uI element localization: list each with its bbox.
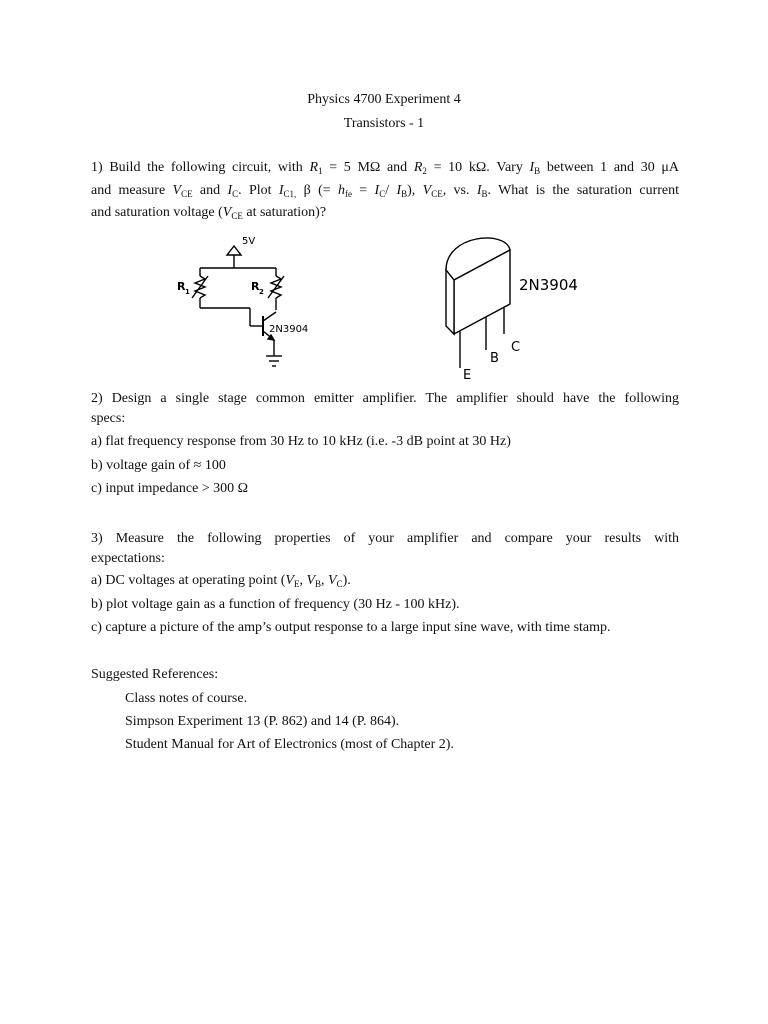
supply-arrow-icon (227, 246, 241, 255)
question-2-item-c: c) input impedance > 300 Ω (91, 481, 249, 496)
supply-label: 5V (242, 236, 256, 247)
reference-item: Simpson Experiment 13 (P. 862) and 14 (P. 864). (125, 714, 400, 729)
pin-c-label: C (511, 340, 521, 355)
reference-item: Class notes of course. (125, 691, 248, 706)
pin-b-label: B (490, 351, 499, 366)
references-heading: Suggested References: (91, 667, 219, 682)
question-3-item-a: a) DC voltages at operating point ($V_E$, $V_B$, $V_C$). (91, 573, 351, 589)
question-3-line-2: expectations: (91, 551, 165, 566)
transistor-package-drawing (440, 230, 590, 380)
package-side-face (446, 270, 454, 334)
r2-label: R (251, 280, 260, 293)
transistor-label: 2N3904 (269, 324, 309, 335)
r1-sub-label: 1 (185, 288, 190, 296)
question-3-line-1: 3) Measure the following properties of your amplifier and compare your results with (91, 531, 679, 546)
r1-label: R (177, 280, 186, 293)
question-3-item-b: b) plot voltage gain as a function of frequency (30 Hz - 100 kHz). (91, 597, 460, 612)
question-2-line-2: specs: (91, 411, 126, 426)
document-title: Physics 4700 Experiment 4 (307, 92, 461, 107)
package-part-label: 2N3904 (519, 276, 578, 294)
question-1-line-2: and measure $V_{CE}$ and $I_C$. Plot $I_{C1,}$ β (= $h_{fe} = I_C/$ $I_B$), $V_{CE}$, vs. $I_B$. What is the saturation current (91, 183, 680, 199)
pin-e-label: E (463, 368, 472, 380)
question-1-line-3: and saturation voltage ($V_{CE}$ at saturation)? (91, 205, 327, 221)
circuit-schematic (170, 232, 330, 378)
reference-item: Student Manual for Art of Electronics (most of Chapter 2). (125, 737, 454, 752)
r2-sub-label: 2 (259, 288, 264, 296)
question-2-line-1: 2) Design a single stage common emitter amplifier. The amplifier should have the following (91, 391, 679, 406)
question-2-item-b: b) voltage gain of ≈ 100 (91, 458, 226, 473)
question-1-line-1: 1) Build the following circuit, with $R_1 = 5$ MΩ and $R_2 = 10$ kΩ. Vary $I_B$ between 1 and 30 μA (91, 160, 679, 176)
question-2-item-a: a) flat frequency response from 30 Hz to 10 kHz (i.e. -3 dB point at 30 Hz) (91, 434, 511, 449)
document-subtitle: Transistors - 1 (343, 116, 425, 131)
question-3-item-c: c) capture a picture of the amp’s output response to a large input sine wave, with time stamp. (91, 620, 611, 635)
